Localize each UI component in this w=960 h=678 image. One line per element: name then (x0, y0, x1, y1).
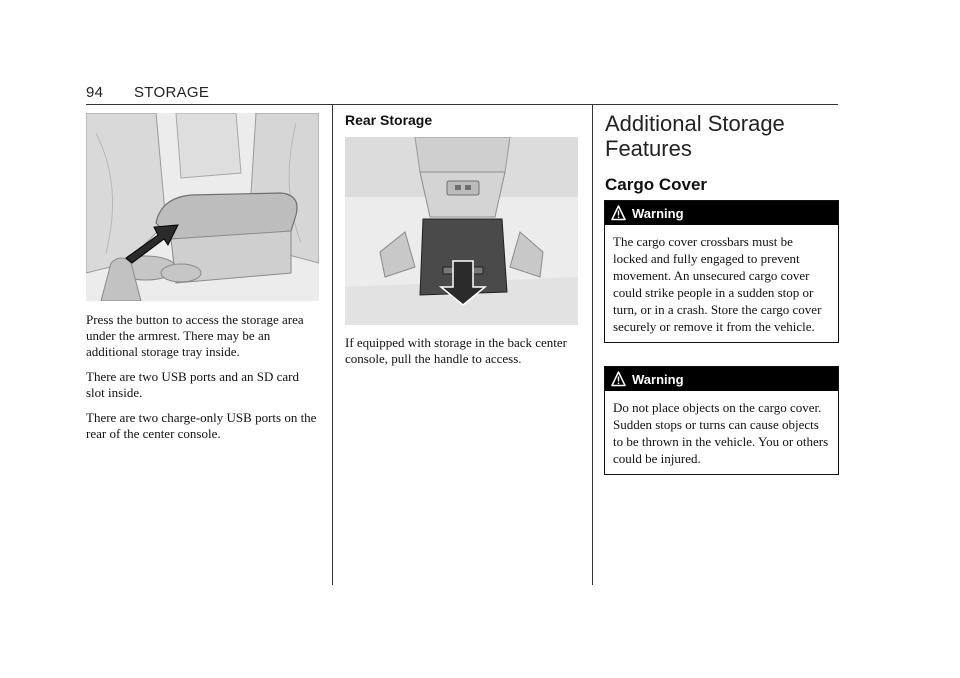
warning-label: Warning (632, 205, 684, 221)
warning-header (605, 367, 838, 391)
warning-header (605, 201, 838, 225)
section-title: STORAGE (134, 84, 210, 101)
paragraph: If equipped with storage in the back center console, pull the handle to access. (345, 335, 567, 366)
warning-text: The cargo cover crossbars must be locked and fully engaged to prevent movement. An unsecured cargo cover could strike people in a sudden stop or turn, or in a crash. Store the cargo cover securely or remove it from the vehicle. (613, 234, 822, 334)
page-number: 94 (86, 84, 104, 101)
header-rule (86, 104, 838, 105)
subsection-title: Cargo Cover (605, 175, 708, 194)
warning-icon (611, 371, 626, 387)
warning-box (604, 200, 839, 343)
column-middle (345, 112, 578, 376)
paragraph: There are two USB ports and an SD card slot inside. (86, 369, 299, 400)
warning-box (604, 366, 839, 475)
column-divider (592, 104, 593, 585)
column-left (86, 113, 319, 451)
column-right (605, 111, 838, 195)
paragraph: Press the button to access the storage area under the armrest. There may be an additional storage tray inside. (86, 312, 304, 359)
warning-label: Warning (632, 371, 684, 387)
page-header (86, 84, 838, 104)
chapter-section-title: Additional Storage Features (605, 111, 785, 161)
section-heading: Rear Storage (345, 112, 433, 128)
warning-text: Do not place objects on the cargo cover. Sudden stops or turns can cause objects to be thrown in the vehicle. You or others could be injured. (613, 400, 829, 466)
rear-storage-illustration (345, 137, 578, 325)
armrest-illustration (86, 113, 319, 301)
warning-icon (611, 205, 626, 221)
column-divider (332, 104, 333, 585)
paragraph: There are two charge-only USB ports on the rear of the center console. (86, 410, 317, 441)
